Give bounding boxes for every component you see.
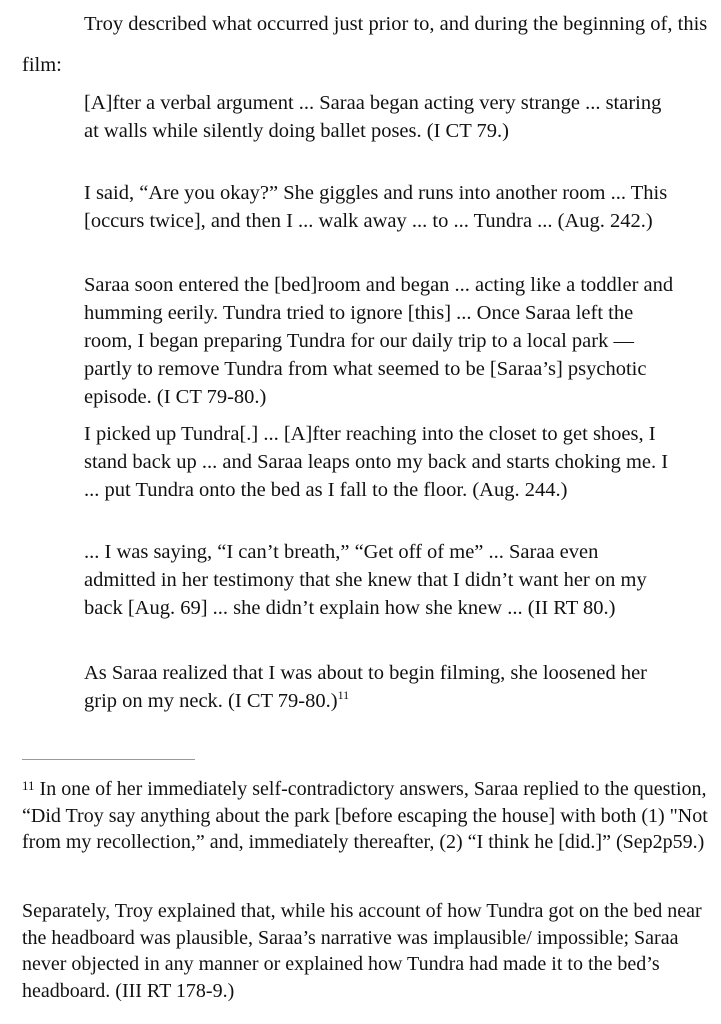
footnote-text-1: In one of her immediately self-contradictory answers, Saraa replied to the question, “Did Troy say anything about the park [before escaping the house] with both (1) "Not from my recollection,” and, immediately thereafter, (2) “I think he [did.]” (Sep2p59.) — [22, 778, 708, 853]
footnote-paragraph-2: Separately, Troy explained that, while his account of how Tundra got on the bed near the headboard was plausible, Saraa’s narrative was implausible/ impossible; Saraa never objected in any manner or explained how Tundra had made it to the bed’s headboard. (III RT 178-9.) — [22, 900, 702, 1002]
footnote-paragraph-1 — [22, 776, 714, 856]
block-quote-6-text: As Saraa realized that I was about to begin filming, she loosened her grip on my neck. (I CT 79-80.) — [84, 662, 648, 712]
block-quote-4: I picked up Tundra[.] ... [A]fter reaching into the closet to get shoes, I stand back up ... and Saraa leaps onto my back and starts choking me. I ... put Tundra onto the bed as I fall to the floor. (Aug. 244.) — [84, 423, 669, 501]
intro-paragraph: Troy described what occurred just prior to, and during the beginning of, this film: — [22, 13, 708, 76]
footnote-number: 11 — [22, 778, 35, 793]
block-quote-3: Saraa soon entered the [bed]room and began ... acting like a toddler and humming eerily. Tundra tried to ignore [this] ... Once Saraa left the room, I began preparing Tundra for our daily trip to a local park — partly to remove Tundra from what seemed to be [Saraa’s] psychotic episode. (I CT 79-80.) — [84, 274, 674, 408]
footnote-separator — [22, 759, 195, 760]
footnote-reference[interactable]: 11 — [337, 688, 350, 703]
block-quote-2: I said, “Are you okay?” She giggles and runs into another room ... This [occurs twice], and then I ... walk away ... to ... Tundra ... (Aug. 242.) — [84, 182, 668, 232]
block-quote-6 — [84, 659, 674, 715]
block-quote-5: ... I was saying, “I can’t breath,” “Get off of me” ... Saraa even admitted in her testimony that she knew that I didn’t want her on my back [Aug. 69] ... she didn’t explain how she knew ... (II RT 80.) — [84, 541, 647, 619]
block-quote-1: [A]fter a verbal argument ... Saraa began acting very strange ... staring at walls while silently doing ballet poses. (I CT 79.) — [84, 92, 662, 142]
